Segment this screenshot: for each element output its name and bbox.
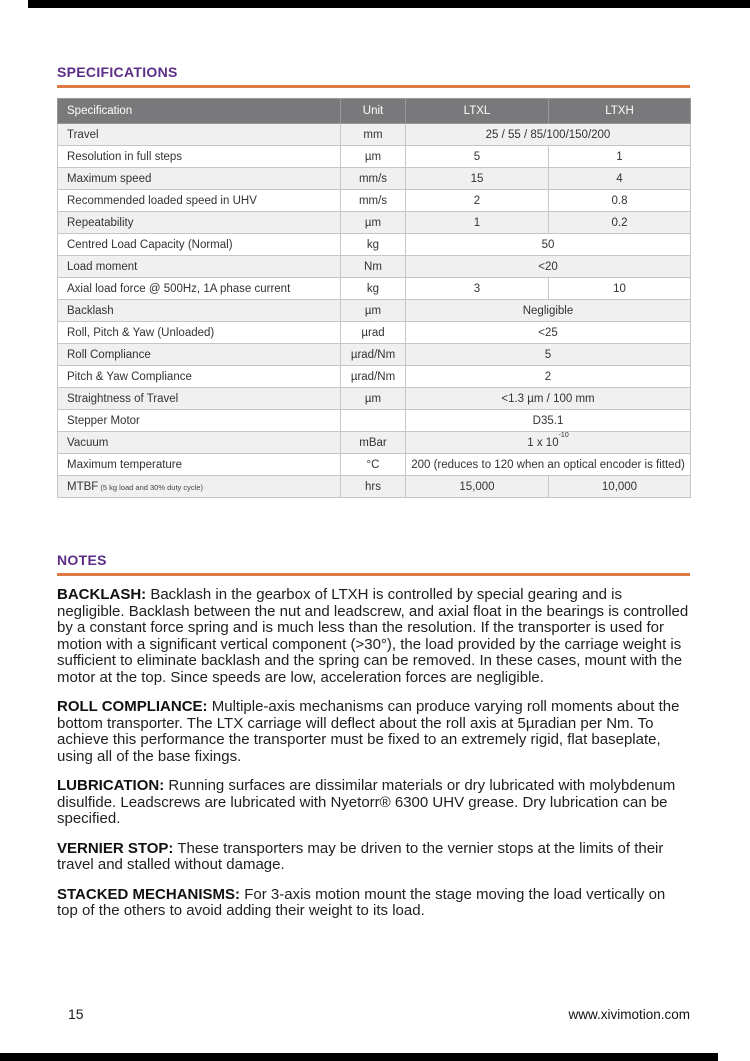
spec-label-cell: Stepper Motor bbox=[58, 410, 341, 432]
spec-label-cell: Load moment bbox=[58, 256, 341, 278]
value-cell-span: <20 bbox=[406, 256, 691, 278]
value-cell-span: <25 bbox=[406, 322, 691, 344]
spec-label-cell: MTBF (5 kg load and 30% duty cycle) bbox=[58, 476, 341, 498]
note-label: VERNIER STOP: bbox=[57, 839, 174, 857]
spec-label-cell: Roll Compliance bbox=[58, 344, 341, 366]
page-edge-top-bar bbox=[28, 0, 750, 8]
value-cell-span: Negligible bbox=[406, 300, 691, 322]
table-row bbox=[58, 300, 691, 322]
table-row bbox=[58, 190, 691, 212]
website-link[interactable]: www.xivimotion.com bbox=[568, 1007, 690, 1022]
notes-heading: NOTES bbox=[57, 552, 107, 568]
table-row bbox=[58, 432, 691, 454]
unit-cell: mm bbox=[341, 124, 406, 146]
unit-cell: µm bbox=[341, 300, 406, 322]
table-header-row bbox=[58, 99, 691, 124]
spec-label-cell: Recommended loaded speed in UHV bbox=[58, 190, 341, 212]
specifications-table bbox=[57, 98, 691, 498]
value-cell-ltxl: 3 bbox=[406, 278, 549, 300]
note-label: BACKLASH: bbox=[57, 586, 147, 603]
note-paragraph: ROLL COMPLIANCE: Multiple-axis mechanisms can produce varying roll moments about the bottom transporter. The LTX carriage will deflect about the roll axis at 5µradian per Nm. To achieve this performance the transporter must be fixed to an extremely rigid, flat baseplate, using all of the base fixings. bbox=[57, 698, 680, 765]
unit-cell: µrad bbox=[341, 322, 406, 344]
value-superscript: -10 bbox=[558, 432, 569, 440]
table-row bbox=[58, 388, 691, 410]
notes-section bbox=[57, 552, 690, 920]
value-cell-span: <1.3 µm / 100 mm bbox=[406, 388, 691, 410]
spec-label-cell: Axial load force @ 500Hz, 1A phase current bbox=[58, 278, 341, 300]
value-cell-span: 5 bbox=[406, 344, 691, 366]
spec-table-body bbox=[58, 124, 691, 498]
column-header-unit: Unit bbox=[341, 99, 406, 124]
value-cell-ltxl: 15 bbox=[406, 168, 549, 190]
note-paragraph: VERNIER STOP: These transporters may be driven to the vernier stops at the limits of their travel and stalled without damage. bbox=[57, 839, 664, 873]
unit-cell: hrs bbox=[341, 476, 406, 498]
note-paragraph: BACKLASH: Backlash in the gearbox of LTXH is controlled by special gearing and is negligible. Backlash between the nut and leadscrew, and axial float in the bearings is controlled by a constant force spring and is much less than the resolution. If the transporter is used for motion with a significant vertical component (>30°), the load provided by the carriage weight is sufficient to eliminate backlash and the spring can be removed. In these cases, mount with the motor at the top. Since speeds are low, acceleration forces are negligible. bbox=[57, 586, 689, 686]
spec-label-cell: Repeatability bbox=[58, 212, 341, 234]
note-paragraph: LUBRICATION: Running surfaces are dissimilar materials or dry lubricated with molybdenum disulfide. Leadscrews are lubricated with Nyetorr® 6300 UHV grease. Dry lubrication can be specified. bbox=[57, 777, 676, 827]
value-cell-span: 2 bbox=[406, 366, 691, 388]
value-cell-span: 200 (reduces to 120 when an optical encoder is fitted) bbox=[406, 454, 691, 476]
note-label: LUBRICATION: bbox=[57, 777, 165, 794]
spec-label-cell: Pitch & Yaw Compliance bbox=[58, 366, 341, 388]
table-row bbox=[58, 212, 691, 234]
unit-cell: mBar bbox=[341, 432, 406, 454]
spec-label-cell: Maximum temperature bbox=[58, 454, 341, 476]
value-cell-span: 25 / 55 / 85/100/150/200 bbox=[406, 124, 691, 146]
value-cell-ltxh: 10 bbox=[549, 278, 691, 300]
spec-label-cell: Vacuum bbox=[58, 432, 341, 454]
column-header-ltxh: LTXH bbox=[549, 99, 691, 124]
unit-cell: kg bbox=[341, 278, 406, 300]
spec-label-cell: Backlash bbox=[58, 300, 341, 322]
unit-cell: µm bbox=[341, 388, 406, 410]
note-paragraph: STACKED MECHANISMS: For 3-axis motion mount the stage moving the load vertically on top of the others to avoid adding their weight to its load. bbox=[57, 885, 666, 919]
unit-cell: Nm bbox=[341, 256, 406, 278]
spec-label-cell: Maximum speed bbox=[58, 168, 341, 190]
value-cell-ltxh: 1 bbox=[549, 146, 691, 168]
column-header-specification: Specification bbox=[58, 99, 341, 124]
value-cell-ltxl: 1 bbox=[406, 212, 549, 234]
value-cell-ltxh: 0.8 bbox=[549, 190, 691, 212]
table-row bbox=[58, 366, 691, 388]
spec-label-cell: Centred Load Capacity (Normal) bbox=[58, 234, 341, 256]
notes-rule bbox=[57, 573, 690, 576]
table-row bbox=[58, 124, 691, 146]
spec-label-cell: Roll, Pitch & Yaw (Unloaded) bbox=[58, 322, 341, 344]
table-row bbox=[58, 322, 691, 344]
unit-cell: °C bbox=[341, 454, 406, 476]
value-cell-ltxl: 5 bbox=[406, 146, 549, 168]
spec-label-cell: Resolution in full steps bbox=[58, 146, 341, 168]
unit-cell: µrad/Nm bbox=[341, 366, 406, 388]
value-cell-ltxh: 10,000 bbox=[549, 476, 691, 498]
page-number: 15 bbox=[68, 1006, 84, 1022]
table-row bbox=[58, 256, 691, 278]
table-row bbox=[58, 278, 691, 300]
value-cell-ltxl: 15,000 bbox=[406, 476, 549, 498]
page-edge-bottom-bar bbox=[0, 1053, 718, 1061]
value-cell-ltxh: 4 bbox=[549, 168, 691, 190]
table-row bbox=[58, 476, 691, 498]
specifications-heading: SPECIFICATIONS bbox=[57, 64, 178, 80]
unit-cell: mm/s bbox=[341, 190, 406, 212]
notes-body bbox=[57, 587, 690, 920]
unit-cell: µrad/Nm bbox=[341, 344, 406, 366]
value-cell-span: 50 bbox=[406, 234, 691, 256]
spec-label-cell: Travel bbox=[58, 124, 341, 146]
table-row bbox=[58, 344, 691, 366]
table-row bbox=[58, 454, 691, 476]
note-label: ROLL COMPLIANCE: bbox=[57, 698, 208, 715]
unit-cell: µm bbox=[341, 146, 406, 168]
unit-cell bbox=[341, 410, 406, 432]
unit-cell: mm/s bbox=[341, 168, 406, 190]
column-header-ltxl: LTXL bbox=[406, 99, 549, 124]
unit-cell: kg bbox=[341, 234, 406, 256]
table-row bbox=[58, 168, 691, 190]
specifications-rule bbox=[57, 85, 690, 88]
page-footer bbox=[0, 1006, 750, 1026]
spec-label-cell: Straightness of Travel bbox=[58, 388, 341, 410]
value-cell-span: 1 x $10^{-10}$ bbox=[406, 432, 691, 454]
table-row bbox=[58, 234, 691, 256]
value-cell-span: D35.1 bbox=[406, 410, 691, 432]
spec-label-footnote: (5 kg load and 30% duty cycle) bbox=[98, 482, 203, 492]
value-cell-ltxh: 0.2 bbox=[549, 212, 691, 234]
value-cell-ltxl: 2 bbox=[406, 190, 549, 212]
note-label: STACKED MECHANISMS: bbox=[57, 885, 241, 903]
unit-cell: µm bbox=[341, 212, 406, 234]
table-row bbox=[58, 146, 691, 168]
table-row bbox=[58, 410, 691, 432]
